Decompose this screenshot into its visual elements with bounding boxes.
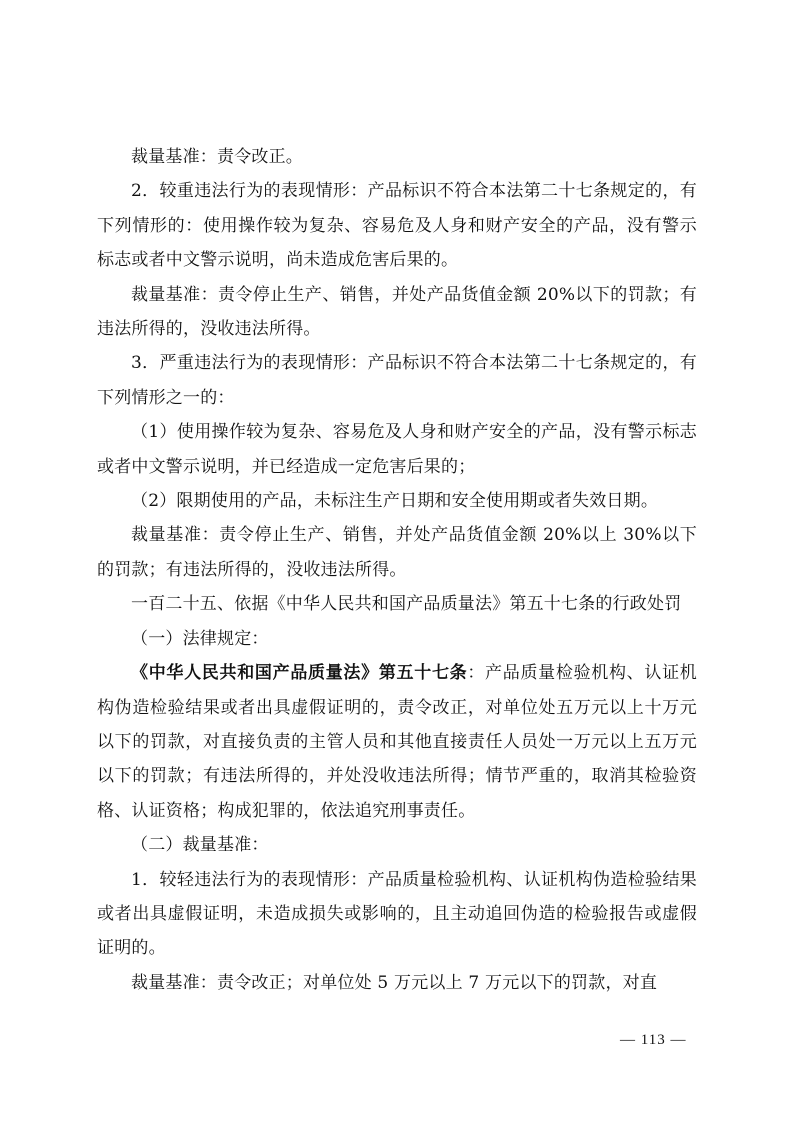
paragraph-6: （2）限期使用的产品，未标注生产日期和安全使用期或者失效日期。 [131,491,659,512]
paragraph-2: 2．较重违法行为的表现情形：产品标识不符合本法第二十七条规定的，有下列情形的：使用操作较为复杂、容易危及人身和财产安全的产品，没有警示标志或者中文警示说明，尚未造成危害后果的。 [97,181,697,271]
paragraph-12: 裁量基准：责令改正；对单位处 5 万元以上 7 万元以下的罚款，对直 [131,972,658,993]
paragraph-7: 裁量基准：责令停止生产、销售，并处产品货值金额 20%以上 30%以下的罚款；有违法所得的，没收违法所得。 [97,525,697,580]
paragraph-11: 1．较轻违法行为的表现情形：产品质量检验机构、认证机构伪造检验结果或者出具虚假证明，未造成损失或影响的，且主动追回伪造的检验报告或虚假证明的。 [97,869,697,959]
document-body [97,140,697,1000]
law-article-paragraph [97,656,697,828]
paragraph-4: 3．严重违法行为的表现情形：产品标识不符合本法第二十七条规定的，有下列情形之一的： [97,353,697,408]
paragraph-5: （1）使用操作较为复杂、容易危及人身和财产安全的产品，没有警示标志或者中文警示说明，并已经造成一定危害后果的； [97,422,697,477]
law-article-text: ：产品质量检验机构、认证机构伪造检验结果或者出具虚假证明的，责令改正，对单位处五万元以上十万元以下的罚款，对直接负责的主管人员和其他直接责任人员处一万元以上五万元以下的罚款；有违法所得的，并处没收违法所得；情节严重的，取消其检验资格、认证资格；构成犯罪的，依法追究刑事责任。 [97,663,697,821]
paragraph-9: （一）法律规定： [131,628,269,649]
paragraph-10: （二）裁量基准： [131,835,269,856]
paragraph-8: 一百二十五、依据《中华人民共和国产品质量法》第五十七条的行政处罚 [131,594,682,615]
law-article-title: 《中华人民共和国产品质量法》第五十七条 [131,663,468,684]
paragraph-3: 裁量基准：责令停止生产、销售，并处产品货值金额 20%以下的罚款；有违法所得的，没收违法所得。 [97,284,697,340]
paragraph-1: 裁量基准：责令改正。 [131,147,303,167]
page-number: — 113 — [620,1032,687,1048]
